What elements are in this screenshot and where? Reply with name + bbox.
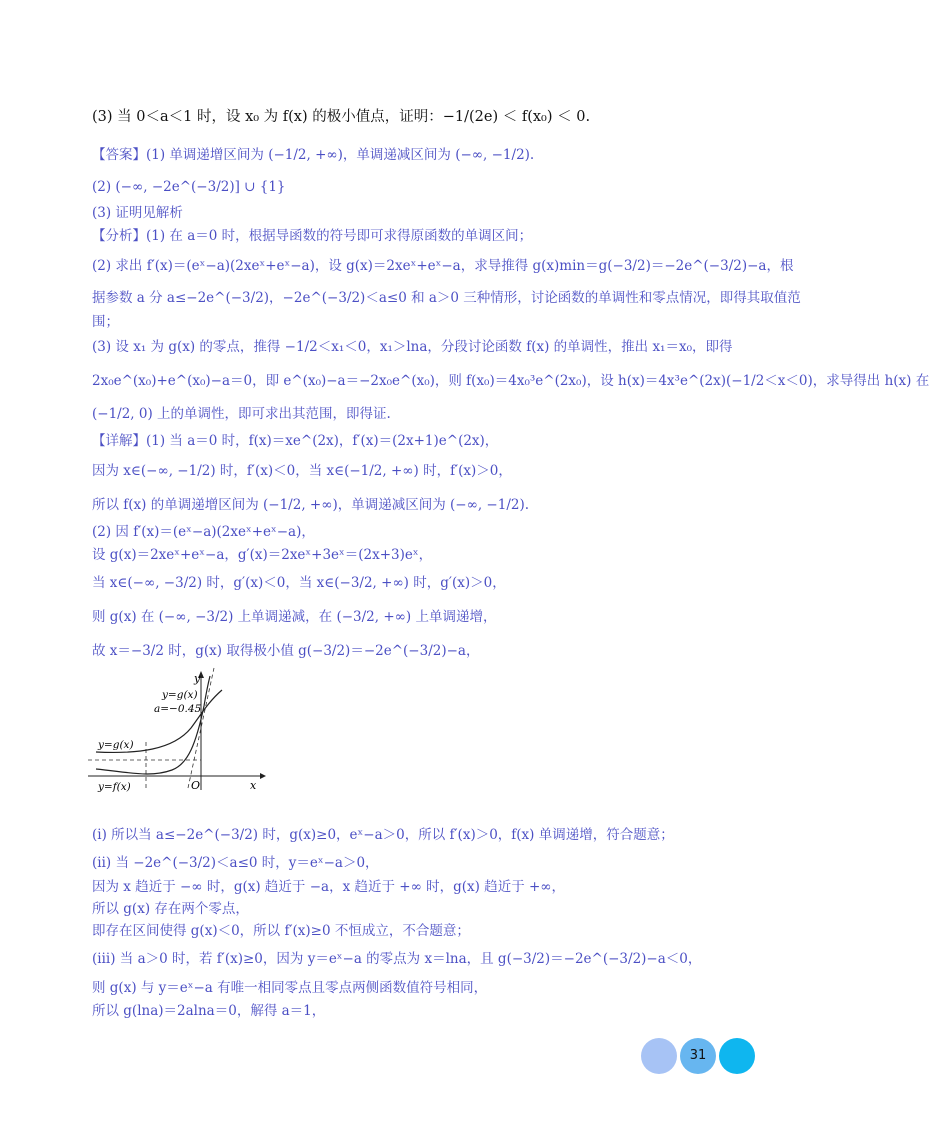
case-iii-zero-line: 则 g(x) 与 y＝eˣ−a 有唯一相同零点且零点两侧函数值符号相同， [92,980,488,996]
g-curve-left-label: y=g(x) [98,739,134,751]
parameter-value-label: a=−0.45 [154,703,202,715]
detail-line-8: 故 x＝−3/2 时，g(x) 取得极小值 g(−3/2)＝−2e^(−3/2)−a， [92,643,480,659]
analysis-line-5: (3) 设 x₁ 为 g(x) 的零点，推得 −1/2＜x₁＜0，x₁＞lna，分段讨论函数 f(x) 的单调性，推出 x₁＝x₀，即得 [92,339,733,355]
g-curve-top-label: y=g(x) [162,689,198,701]
page-circle-right [719,1038,755,1074]
case-ii-limit-line: 因为 x 趋近于 −∞ 时，g(x) 趋近于 −a，x 趋近于 +∞ 时，g(x) 趋近于 +∞， [92,879,566,895]
case-iii-line: (ⅲ) 当 a＞0 时，若 f′(x)≥0，因为 y＝eˣ−a 的零点为 x＝lna，且 g(−3/2)＝−2e^(−3/2)−a＜0， [92,951,702,967]
analysis-line-7: (−1/2, 0) 上的单调性，即可求出其范围，即得证. [92,406,391,422]
origin-label: O [191,779,201,792]
detail-line-5: 设 g(x)＝2xeˣ+eˣ−a，g′(x)＝2xeˣ+3eˣ＝(2x+3)eˣ， [92,547,433,563]
answer-part-3: (3) 证明见解析 [92,205,183,221]
detail-line-7: 则 g(x) 在 (−∞, −3/2) 上单调递减，在 (−3/2, +∞) 上单调递增， [92,609,497,625]
case-ii-zeros-line: 所以 g(x) 存在两个零点， [92,901,249,917]
analysis-line-4: 围； [92,314,119,330]
f-curve-left-label: y=f(x) [98,781,131,793]
analysis-line-2: (2) 求出 f′(x)＝(eˣ−a)(2xeˣ+eˣ−a)，设 g(x)＝2xeˣ+eˣ−a，求导推得 g(x)min＝g(−3/2)＝−2e^(−3/2)−a，根 [92,258,794,274]
x-axis-arrow [260,773,266,779]
page-circle-left [641,1038,677,1074]
function-graph-figure [88,666,268,794]
detail-line-2: 因为 x∈(−∞, −1/2) 时，f′(x)＜0，当 x∈(−1/2, +∞) 时，f′(x)＞0， [92,463,512,479]
case-iii-solve-line: 所以 g(lna)＝2alna＝0，解得 a＝1， [92,1003,326,1019]
case-ii-conclusion-line: 即存在区间使得 g(x)＜0，所以 f′(x)≥0 不恒成立，不合题意； [92,923,470,939]
detail-line-1: 【详解】(1) 当 a＝0 时，f(x)＝xe^(2x)，f′(x)＝(2x+1)e^(2x)， [92,433,499,449]
answer-part-2: (2) (−∞, −2e^(−3/2)] ∪ {1} [92,179,286,195]
y-axis-label: y [194,672,201,685]
case-i-line: (ⅰ) 所以当 a≤−2e^(−3/2) 时，g(x)≥0，eˣ−a＞0，所以 f′(x)＞0，f(x) 单调递增，符合题意； [92,827,674,843]
detail-line-3: 所以 f(x) 的单调递增区间为 (−1/2, +∞)，单调递减区间为 (−∞, −1/2). [92,497,530,513]
analysis-line-3: 据参数 a 分 a≤−2e^(−3/2)，−2e^(−3/2)＜a≤0 和 a＞0 三种情形，讨论函数的单调性和零点情况，即得其取值范 [92,290,801,306]
page-number: 31 [689,1048,707,1063]
analysis-line-6: 2x₀e^(x₀)+e^(x₀)−a＝0，即 e^(x₀)−a＝−2x₀e^(x₀)，则 f(x₀)＝4x₀³e^(2x₀)，设 h(x)＝4x³e^(2x)(−1/2＜x＜0)，求导得出 h(x) 在 [92,373,929,389]
x-axis-label: x [250,779,257,792]
detail-line-6: 当 x∈(−∞, −3/2) 时，g′(x)＜0，当 x∈(−3/2, +∞) 时，g′(x)＞0， [92,575,506,591]
answer-line: 【答案】(1) 单调递增区间为 (−1/2, +∞)，单调递减区间为 (−∞, −1/2). [92,147,535,163]
analysis-line-1: 【分析】(1) 在 a＝0 时，根据导函数的符号即可求得原函数的单调区间； [92,228,533,244]
question-part-3: (3) 当 0＜a＜1 时，设 x₀ 为 f(x) 的极小值点，证明：−1/(2e) ＜ f(x₀) ＜ 0. [92,109,591,125]
detail-line-4: (2) 因 f′(x)＝(eˣ−a)(2xeˣ+eˣ−a)， [92,524,315,540]
case-ii-line: (ⅱ) 当 −2e^(−3/2)＜a≤0 时，y＝eˣ−a＞0， [92,855,379,871]
